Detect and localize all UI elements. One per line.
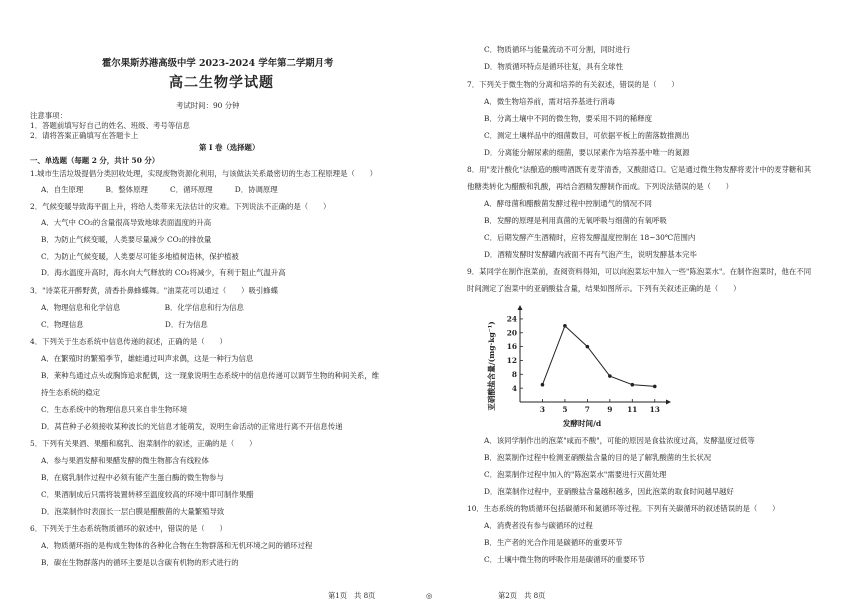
option: C．生态系统中的物理信息只来自非生物环境: [41, 405, 188, 414]
option: A．参与果酒发酵和果醋发酵的微生物都含有线粒体: [41, 456, 209, 465]
option: D．物质循环特点是循环往复，具有全球性: [484, 62, 623, 71]
option: A．微生物培养前，需对培养基进行消毒: [484, 97, 615, 106]
question: 3．"诗菜花开醉野黄，清香扑鼻蜂蝶舞。"油菜花可以通过（ ）吸引蜂蝶: [30, 286, 279, 295]
question: 5．下列有关果酒、果醋和腐乳、泡菜制作的叙述，正确的是（ ）: [30, 439, 257, 448]
y-tick-label: 16: [506, 342, 517, 352]
page-number-right: 第2页 共 8页: [498, 591, 546, 600]
x-tick-label: 5: [562, 405, 568, 414]
option: D．莴苣种子必须接收某种波长的光信息才能萌发，说明生命活动的正常进行离不开信息传递: [41, 422, 343, 431]
option: B．分离土壤中不同的微生物，要采用不同的稀释度: [484, 114, 653, 123]
footer-separator: ◎: [426, 591, 433, 600]
option: D．泡菜制作过程中，亚硝酸盐含量越积越多，因此泡菜的取食时间越早越好: [484, 487, 734, 496]
option: B．生产者的光合作用是碳循环的重要环节: [484, 538, 623, 547]
option: A．该同学制作出的泡菜"咸而不酸"，可能的原因是食盐浓度过高，发酵温度过低等: [484, 436, 755, 445]
option: D．泡菜制作时表面长一层白膜是醋酸菌的大量繁殖导致: [41, 507, 225, 516]
question: 4．下列关于生态系统中信息传递的叙述，正确的是（ ）: [30, 337, 227, 346]
data-point: [653, 385, 657, 389]
notice-heading: 注意事项：: [30, 111, 67, 120]
question-continued: 时间测定了泡菜中的亚硝酸盐含量，结果如图所示。下列有关叙述正确的是（ ）: [467, 284, 741, 293]
x-tick-label: 9: [607, 405, 613, 414]
part-heading: 一、单选题（每题 2 分，共计 50 分）: [30, 156, 160, 165]
y-tick-label: 12: [506, 356, 517, 366]
y-tick-label: 4: [511, 383, 517, 393]
option: C．泡菜制作过程中加入的"陈泡菜水"需要进行灭菌处理: [484, 470, 667, 479]
paper-title: 高二生物学试题: [169, 75, 274, 91]
option: C．测定土壤样品中的细菌数目，可依据平板上的菌落数推测出: [484, 131, 690, 140]
notice-item: 2．请将答案正确填写在答题卡上: [30, 131, 139, 140]
x-axis-label: 发酵时间/d: [562, 419, 602, 428]
exam-time: 考试时间：90 分钟: [176, 101, 240, 110]
nitrite-line-chart: [482, 302, 672, 430]
option: A．大气中 CO₂的含量很高导致地球表面温度的升高: [41, 218, 212, 227]
y-tick-label: 24: [506, 314, 517, 324]
option: C．为防止气候变暖，人类要尽可能多地植树造林，保护植被: [41, 252, 239, 261]
option: C．物理信息 D．行为信息: [41, 320, 208, 329]
option: B．为防止气候变暖，人类要尽量减少 CO₂的排放量: [41, 235, 212, 244]
y-tick-label: 20: [506, 328, 517, 338]
question-continued: 他糖类转化为醋酸和乳酸，再结合酒精发酵制作而成。下列说法错误的是（ ）: [467, 182, 734, 191]
option: C．果酒制成后只需将装置转移至温度较高的环境中即可制作果醋: [41, 490, 254, 499]
question: 10．生态系统的物质循环包括碳循环和氮循环等过程。下列有关碳循环的叙述错误的是（ ）: [467, 504, 780, 513]
option: A．消费者没有参与碳循环的过程: [484, 521, 593, 530]
option: A．物质循环指的是构成生物体的各种化合物在生物群落和无机环境之间的循环过程: [41, 541, 313, 550]
x-tick-label: 13: [649, 405, 660, 414]
option: D．酒精发酵时发酵罐内液面不再有气泡产生，说明发酵基本完毕: [484, 250, 697, 259]
data-point: [631, 383, 635, 387]
question: 6．下列关于生态系统物质循环的叙述中，错误的是（ ）: [30, 524, 227, 533]
option: C．物质循环与能量流动不可分割，同时进行: [484, 45, 631, 54]
question: 1.城市生活垃圾提倡分类回收处理，实现废物资源化利用，与该做法关系最密切的生态工程原理是（ ）: [30, 169, 378, 178]
option: B．在腐乳制作过程中必须有能产生蛋白酶的微生物参与: [41, 473, 224, 482]
option: C．土壤中微生物的呼吸作用是碳循环的重要环节: [484, 555, 645, 564]
page-number-left: 第1页 共 8页: [328, 591, 376, 600]
option: A．在繁殖时的繁殖季节，雄蛙通过叫声求偶，这是一种行为信息: [41, 354, 254, 363]
question: 2．气候变暖导致海平面上升，将给人类带来无法估计的灾难。下列说法不正确的是（ ）: [30, 202, 331, 211]
question: 7．下列关于微生物的分离和培养的有关叙述，错误的是（ ）: [467, 80, 679, 89]
option: D．海水温度升高时，海水向大气释放的 CO₂将减少，有利于阻止气温升高: [41, 268, 286, 277]
question: 8．用"麦汁酸化"法酿造的酸啤酒既有麦芽清香，又酸甜适口。它是通过微生物发酵将麦汁中的麦芽糖和其: [467, 165, 812, 174]
data-point: [586, 345, 590, 349]
option-continued: 持生态系统的稳定: [41, 388, 101, 397]
option: D．分离能分解尿素的细菌，要以尿素作为培养基中唯一的氮源: [484, 148, 690, 157]
data-point: [608, 374, 612, 378]
data-point: [563, 324, 567, 328]
x-tick-label: 7: [584, 405, 590, 414]
x-tick-label: 3: [539, 405, 546, 414]
y-tick-label: 8: [511, 369, 517, 379]
series-line: [542, 326, 654, 387]
option: A．物理信息和化学信息 B．化学信息和行为信息: [41, 303, 244, 312]
data-point: [541, 383, 545, 387]
notice-item: 1．答题前填写好自己的姓名、班级、考号等信息: [30, 121, 190, 130]
school-header: 霍尔果斯苏港高级中学 2023-2024 学年第二学期月考: [102, 58, 334, 69]
option: B．泡菜制作过程中检测亚硝酸盐含量的目的是了解乳酸菌的生长状况: [484, 453, 712, 462]
option: A．酵母菌和醋酸菌发酵过程中控制通气的情况不同: [484, 199, 652, 208]
section-heading: 第 I 卷（选择题）: [199, 143, 260, 152]
option: B．发酵的原理是利用真菌的无氧呼吸与细菌的有氧呼吸: [484, 216, 667, 225]
option: B．碳在生物群落内的循环主要是以含碳有机物的形式进行的: [41, 558, 239, 567]
x-axis-arrow: [666, 400, 671, 405]
option: B．莱种鸟通过点头或胸饰追求配偶，这一现象说明生态系统中的信息传递可以调节生物的种间关系，维: [41, 371, 380, 380]
option: C．后期发酵产生酒精时，应将发酵温度控制在 18~30℃范围内: [484, 233, 696, 242]
x-tick-label: 11: [627, 405, 638, 414]
option: A．自生原理 B．整体原理 C．循环原理 D．协调原理: [41, 185, 278, 194]
question: 9．某同学在制作泡菜前，查阅资料得知，可以向泡菜坛中加入一些"陈泡菜水"。在制作泡菜时，他在不同: [467, 267, 812, 276]
y-axis-label: 亚硝酸盐含量/(mg·kg⁻¹): [487, 321, 496, 411]
y-axis-arrow: [518, 305, 523, 310]
